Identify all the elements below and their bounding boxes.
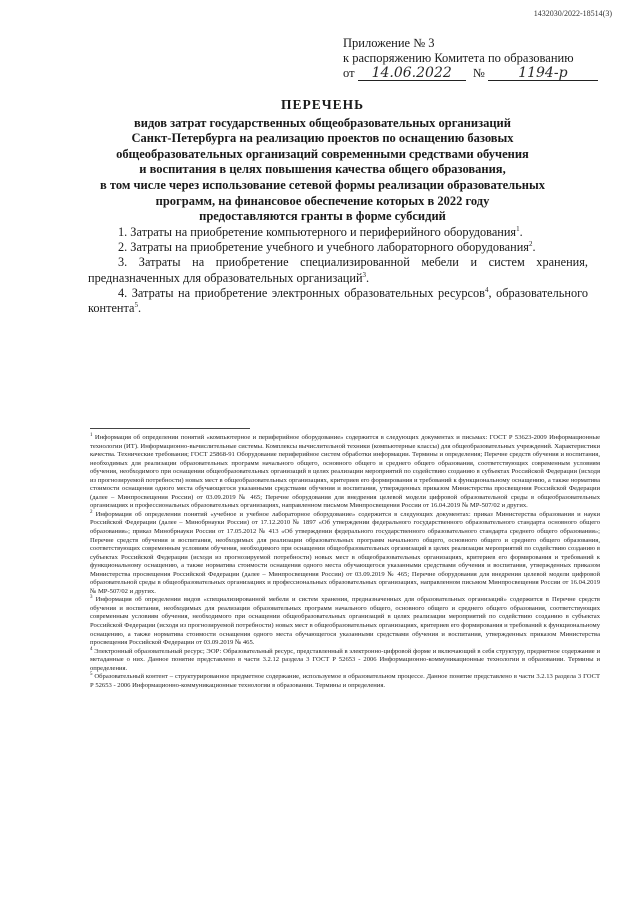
list-item: 3. Затраты на приобретение специализированной мебели и систем хранения, предназначенных для образовательных организаций$^3$. [88, 255, 588, 285]
footnote: $^3$ Информация об определении видов «специализированной мебели и систем хранения, предназначенных для образовательных организаций» содержится в Перечне средств обучения и воспитания, необходимых для реализации образовательных программ начального общего, основного общего и среднего общего образования, соответствующих современным условиям обучения, необходимого при оснащении общеобразовательных организаций в целях реализации мероприятий по содействию созданию в субъектах Российской Федерации (исходя из прогнозируемой потребности) новых мест в общеобразовательных организациях, критериев его формирования и требований к функциональному оснащению, а также норматива стоимости оснащения одного места обучающегося указанными средствами обучения и воспитания, утвержденных приказом Министерства просвещения Российской Федерации от 03.09.2019 № 465. [90, 595, 600, 647]
footnote: $^4$ Электронный образовательный ресурс; ЭОР: Образовательный ресурс, представленный в электронно-цифровой форме и включающий в себя структуру, предметное содержание и метаданные о них. Данное понятие представлено в части 3.2.12 раздела 3 ГОСТ Р 52653 - 2006 Информационно-коммуникационные технологии в образовании. Термины и определения. [90, 646, 600, 672]
footnote-ref: 4 [484, 285, 489, 294]
annex-title: Приложение № 3 [343, 36, 435, 50]
annex-date-number-row [343, 66, 623, 81]
footnote-ref: 5 [134, 300, 138, 309]
list-item: 1. Затраты на приобретение компьютерного и периферийного оборудования$^1$. [118, 224, 523, 239]
title-line: предоставляются гранты в форме субсидий [199, 209, 446, 224]
title-line: и воспитания в целях повышения качества общего образования, [139, 162, 506, 177]
footnote-ref: 3 [362, 270, 367, 279]
handwritten-date: 14.06.2022 [358, 67, 466, 81]
handwritten-order-number: 1194-р [488, 67, 598, 81]
list-item: 2. Затраты на приобретение учебного и учебного лабораторного оборудования$^2$. [118, 240, 536, 255]
title-heading: ПЕРЕЧЕНЬ [280, 97, 365, 112]
footnote-ref: 1 [516, 224, 520, 233]
footnote: $^2$ Информация об определении понятий «учебное и учебное лабораторное оборудование» содержится в следующих документах: приказ Министерства образования и науки Российской Федерации (далее – Минобрнауки России) от 17.12.2010 № 1897 «Об утверждении федерального государственного образовательного стандарта основного общего образования»; приказ Минобрнауки России от 17.05.2012 № 413 «Об утверждении федерального государственного образовательного стандарта среднего общего образования»; Перечне средств обучения и воспитания, необходимых для реализации образовательных программ начального общего, основного общего и среднего общего образования, соответствующих современным условиям обучения, необходимого при оснащении общеобразовательных организаций в целях реализации мероприятий по содействию созданию в субъектах Российской Федерации (исходя из прогнозируемой потребности) новых мест в общеобразовательных организациях, критериев его формирования и требований к функциональному оснащению, а также норматива стоимости оснащения одного места обучающегося указанными средствами обучения и воспитания, утвержденных приказом Министерства просвещения Российской Федерации (далее – Минпросвещения России) от 03.09.2019 № 465; Перечне оборудования для внедрения целевой модели цифровой образовательной среды в общеобразовательных организациях и профессиональных образовательных организациях, направленном письмом Минпросвещения России от 16.04.2019 № МР-507/02 и других. [90, 509, 600, 595]
document-title [70, 97, 575, 225]
footnote: $^5$ Образовательный контент – структурированное предметное содержание, используемое в образовательном процессе. Данное понятие представлено в части 3.2.13 раздела 3 ГОСТ Р 52653 - 2006 Информационно-коммуникационные технологии в образовании. Термины и определения. [90, 672, 600, 689]
footnote-ref: 2 [528, 240, 533, 249]
title-line: в том числе через использование сетевой формы реализации образовательных [100, 177, 545, 192]
annex-order-reference: к распоряжению Комитета по образованию [343, 51, 574, 65]
cost-items-list [88, 225, 588, 316]
list-item: 4. Затраты на приобретение электронных образовательных ресурсов$^4$, образовательного контента$^5$. [88, 285, 588, 316]
footnote-separator [90, 428, 250, 429]
title-line: видов затрат государственных общеобразовательных организаций [134, 115, 511, 130]
footnotes [90, 434, 600, 690]
document-number: 1432030/2022-18514(3) [533, 9, 612, 18]
title-line: Санкт-Петербурга на реализацию проектов по оснащению базовых [131, 131, 514, 146]
title-line: общеобразовательных организаций современными средствами обучения [116, 146, 529, 161]
footnote: $^1$ Информация об определении понятий «компьютерное и периферийное оборудование» содержится в следующих документах и письмах: ГОСТ Р 53623-2009 Информационные технологии (ИТ). Информационно-вычислительные системы. Комплексы вычислительной техники (компьютерные классы) для общеобразовательных учреждений. Характеристики качества. Технические требования; ГОСТ 25868-91 Оборудование периферийное систем обработки информации. Термины и определения; Перечне средств обучения и воспитания, необходимых для реализации образовательных программ начального общего, основного общего и среднего общего образования, соответствующих современным условиям обучения, необходимого при оснащении общеобразовательных организаций в целях реализации мероприятий по содействию созданию в субъектах Российской Федерации (исходя из прогнозируемой потребности) новых мест в общеобразовательных организациях, критериев его формирования и требований к функциональному оснащению, а также норматива стоимости оснащения одного места обучающегося указанными средствами обучения и воспитания, утвержденных приказом Министерства просвещения Российской Федерации (далее – Минпросвещения России) от 03.09.2019 № 465; Перечне оборудования для внедрения целевой модели цифровой образовательной среды в общеобразовательных организациях и профессиональных образовательных организациях, направленном письмом Минпросвещения России от 16.04.2019 № МР-507/02 и других. [90, 432, 601, 510]
title-line: программ, на финансовое обеспечение которых в 2022 году [155, 193, 490, 208]
from-label: от [343, 66, 355, 80]
annex-block [343, 36, 623, 81]
number-label: № [472, 66, 485, 80]
